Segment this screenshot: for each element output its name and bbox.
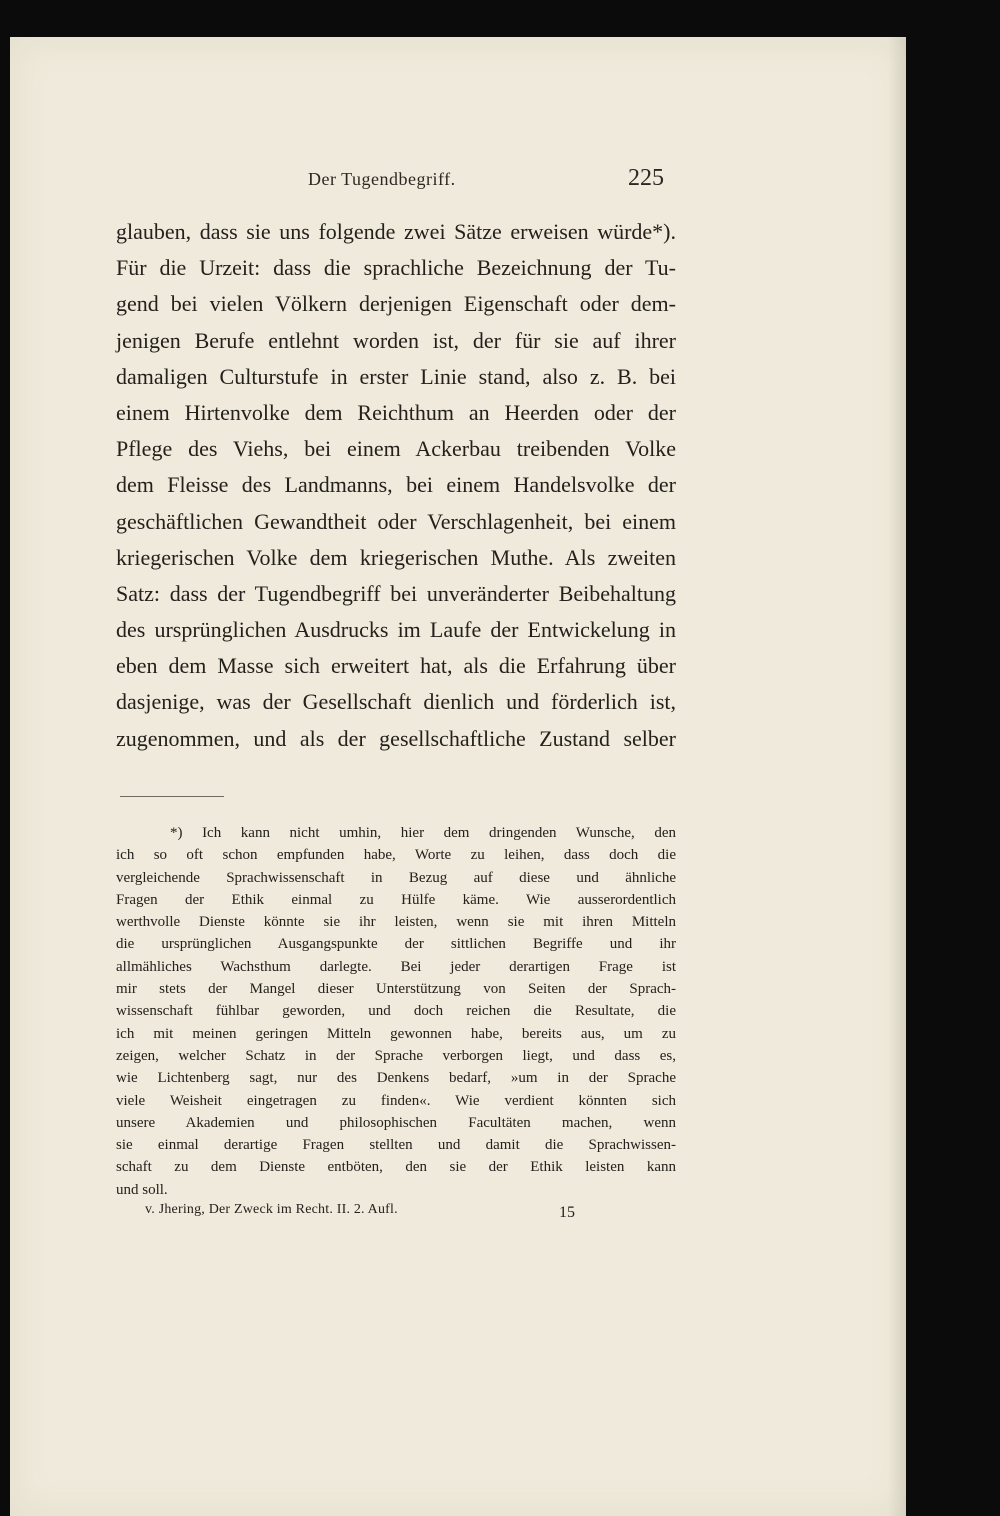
text-line: dasjenige, was der Gesellschaft dienlich und förderlich ist, <box>116 689 676 715</box>
footnote-line: *) Ich kann nicht umhin, hier dem dringenden Wunsche, den <box>170 825 676 841</box>
text-line: dem Fleisse des Landmanns, bei einem Handelsvolke der <box>116 472 676 498</box>
book-page <box>10 37 906 1516</box>
footnote-line: Fragen der Ethik einmal zu Hülfe käme. Wie ausserordentlich <box>116 891 676 908</box>
footnote-line: mir stets der Mangel dieser Unterstützung von Seiten der Sprach- <box>116 981 676 998</box>
footnote-line: vergleichende Sprachwissenschaft in Bezug auf diese und ähnliche <box>116 869 676 886</box>
footnote-divider <box>120 796 224 797</box>
text-line: Satz: dass der Tugendbegriff bei unveränderter Beibehaltung <box>116 580 676 606</box>
footnote-line: unsere Akademien und philosophischen Facultäten machen, wenn <box>116 1114 676 1131</box>
footnote-line: die ursprünglichen Ausgangspunkte der sittlichen Begriffe und ihr <box>116 936 676 953</box>
main-text <box>116 214 676 757</box>
page-edge-shadow <box>888 37 906 1516</box>
page-header <box>308 165 664 205</box>
footnote-line: schaft zu dem Dienste entböten, den sie der Ethik leisten kann <box>116 1159 676 1176</box>
text-line: jenigen Berufe entlehnt worden ist, der für sie auf ihrer <box>116 327 676 353</box>
footnote-line: zeigen, welcher Schatz in der Sprache verborgen liegt, und dass es, <box>116 1047 676 1064</box>
text-line: glauben, dass sie uns folgende zwei Sätze erweisen würde*). <box>116 219 676 244</box>
footnote <box>116 822 676 1201</box>
footnote-line: viele Weisheit eingetragen zu finden«. Wie verdient könnten sich <box>116 1092 676 1109</box>
text-line: geschäftlichen Gewandtheit oder Verschlagenheit, bei einem <box>116 508 676 534</box>
footnote-line: wie Lichtenberg sagt, nur des Denkens bedarf, »um in der Sprache <box>116 1070 676 1087</box>
footnote-line: ich so oft schon empfunden habe, Worte zu leihen, dass doch die <box>116 847 676 864</box>
page-number: 225 <box>628 165 664 191</box>
footnote-line: sie einmal derartige Fragen stellten und damit die Sprachwissen- <box>116 1137 676 1154</box>
text-line: des ursprünglichen Ausdrucks im Laufe der Entwickelung in <box>116 617 676 643</box>
footnote-line: und soll. <box>116 1181 168 1198</box>
printer-signature <box>145 1202 575 1226</box>
footnote-line: werthvolle Dienste könnte sie ihr leisten, wenn sie mit ihren Mitteln <box>116 914 676 931</box>
sheet-number: 15 <box>559 1204 575 1221</box>
text-line: kriegerischen Volke dem kriegerischen Muthe. Als zweiten <box>116 544 676 570</box>
running-title: Der Tugendbegriff. <box>308 169 456 189</box>
text-line: damaligen Culturstufe in erster Linie stand, also z. B. bei <box>116 363 676 389</box>
text-line: zugenommen, und als der gesellschaftliche Zustand selber <box>116 725 676 751</box>
signature-text: v. Jhering, Der Zweck im Recht. II. 2. Aufl. <box>145 1202 398 1217</box>
footnote-line: ich mit meinen geringen Mitteln gewonnen habe, bereits aus, um zu <box>116 1025 676 1042</box>
text-line: Für die Urzeit: dass die sprachliche Bezeichnung der Tu- <box>116 255 676 281</box>
text-line: gend bei vielen Völkern derjenigen Eigenschaft oder dem- <box>116 291 676 317</box>
footnote-line: allmähliches Wachsthum darlegte. Bei jeder derartigen Frage ist <box>116 958 676 975</box>
text-line: Pflege des Viehs, bei einem Ackerbau treibenden Volke <box>116 436 676 462</box>
text-line: eben dem Masse sich erweitert hat, als die Erfahrung über <box>116 653 676 679</box>
footnote-line: wissenschaft fühlbar geworden, und doch reichen die Resultate, die <box>116 1003 676 1020</box>
text-line: einem Hirtenvolke dem Reichthum an Heerden oder der <box>116 399 676 425</box>
